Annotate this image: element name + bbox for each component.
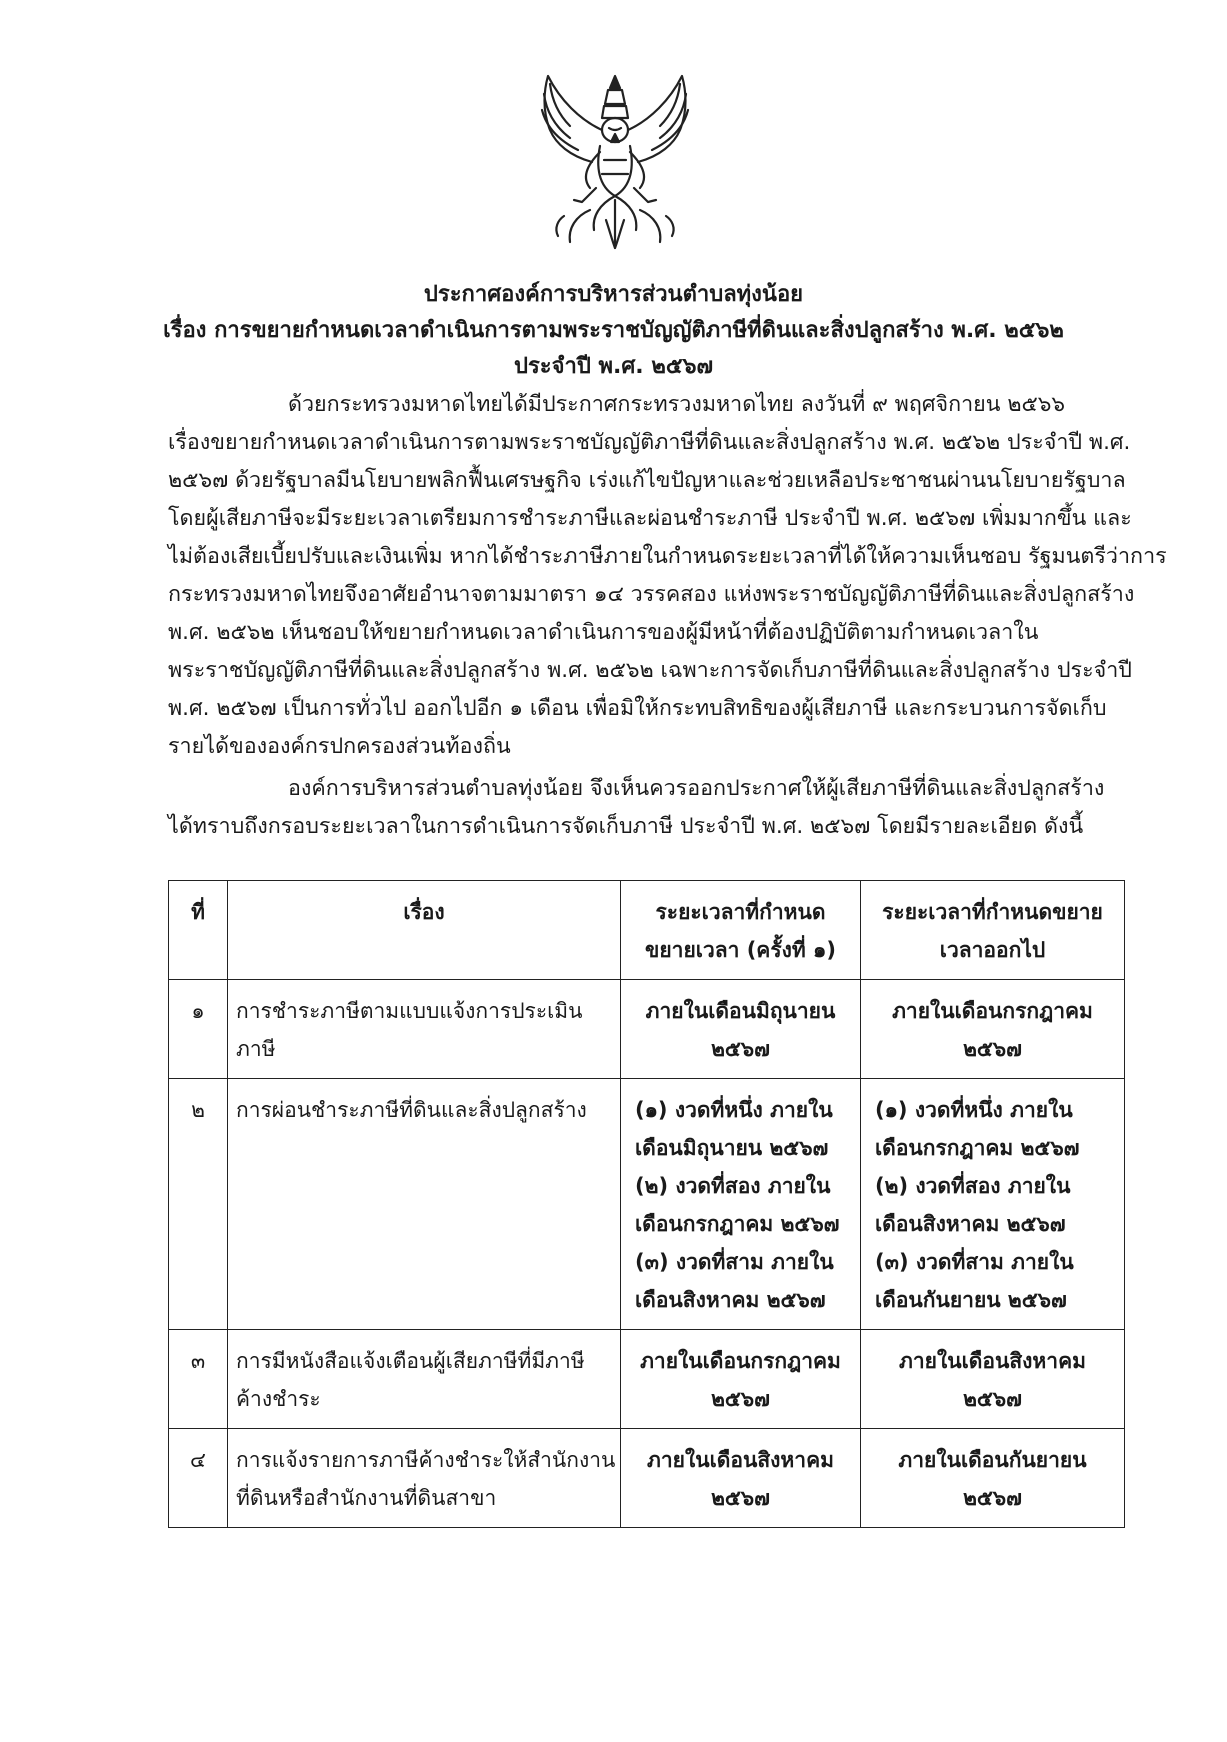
header-ext1 [621, 881, 861, 980]
row-ext2-line: (๓) งวดที่สาม ภายใน [875, 1250, 1074, 1274]
paragraph-line: ได้ทราบถึงกรอบระยะเวลาในการดำเนินการจัดเก็บภาษี ประจำปี พ.ศ. ๒๕๖๗ โดยมีรายละเอียด ดังนี้ [168, 814, 1084, 839]
row-ext2 [861, 980, 1125, 1079]
row-ext2-line: ภายในเดือนกันยายน [898, 1448, 1087, 1472]
table-row [169, 980, 1125, 1079]
row-topic [228, 1079, 621, 1330]
paragraph-line: ด้วยกระทรวงมหาดไทยได้มีประกาศกระทรวงมหาดไทย ลงวันที่ ๙ พฤศจิกายน ๒๕๖๖ [288, 392, 1066, 417]
paragraph-line: กระทรวงมหาดไทยจึงอาศัยอำนาจตามมาตรา ๑๔ วรรคสอง แห่งพระราชบัญญัติภาษีที่ดินและสิ่งปลูกสร้าง [168, 582, 1135, 607]
paragraph-line: องค์การบริหารส่วนตำบลทุ่งน้อย จึงเห็นควรออกประกาศให้ผู้เสียภาษีที่ดินและสิ่งปลูกสร้าง [288, 776, 1105, 801]
paragraph-line: ๒๕๖๗ ด้วยรัฐบาลมีนโยบายพลิกฟื้นเศรษฐกิจ เร่งแก้ไขปัญหาและช่วยเหลือประชาชนผ่านนโยบายรัฐบาล [168, 468, 1126, 493]
row-ext1 [621, 1330, 861, 1429]
paragraph-line: พระราชบัญญัติภาษีที่ดินและสิ่งปลูกสร้าง พ.ศ. ๒๕๖๒ เฉพาะการจัดเก็บภาษีที่ดินและสิ่งปลูกสร้าง ประจำปี [168, 658, 1132, 683]
row-ext2-line: ๒๕๖๗ [963, 1387, 1022, 1411]
garuda-emblem [530, 70, 700, 255]
row-topic-line: การผ่อนชำระภาษีที่ดินและสิ่งปลูกสร้าง [236, 1098, 587, 1122]
header-ext2-line: ระยะเวลาที่กำหนดขยาย [882, 900, 1103, 924]
header-no: ที่ [169, 881, 228, 980]
row-ext2-line: เดือนกันยายน ๒๕๖๗ [875, 1288, 1067, 1312]
row-topic-line: ที่ดินหรือสำนักงานที่ดินสาขา [236, 1486, 497, 1510]
row-ext1 [621, 980, 861, 1079]
announcement-year: ประจำปี พ.ศ. ๒๕๖๗ [514, 354, 713, 379]
row-ext1-line: ภายในเดือนมิถุนายน [645, 999, 836, 1023]
paragraph-line: ไม่ต้องเสียเบี้ยปรับและเงินเพิ่ม หากได้ชำระภาษีภายในกำหนดระยะเวลาที่ได้ให้ความเห็นชอบ รัฐมนตรีว่าการ [168, 544, 1167, 569]
table-header-row [169, 881, 1125, 980]
row-ext2-line: เดือนกรกฎาคม ๒๕๖๗ [875, 1136, 1080, 1160]
row-topic-line: การชำระภาษีตามแบบแจ้งการประเมิน [236, 999, 583, 1023]
table-row [169, 1429, 1125, 1528]
row-topic-line: การมีหนังสือแจ้งเตือนผู้เสียภาษีที่มีภาษี [236, 1349, 585, 1373]
header-ext1-line: ขยายเวลา (ครั้งที่ ๑) [645, 938, 836, 962]
row-ext1-line: เดือนกรกฎาคม ๒๕๖๗ [635, 1212, 840, 1236]
row-ext1-line: ๒๕๖๗ [711, 1387, 770, 1411]
row-ext1-line: ภายในเดือนสิงหาคม [647, 1448, 834, 1472]
row-ext2-line: (๒) งวดที่สอง ภายใน [875, 1174, 1071, 1198]
header-ext2 [861, 881, 1125, 980]
table-row [169, 1330, 1125, 1429]
row-ext1-line: ๒๕๖๗ [711, 1037, 770, 1061]
row-ext2-line: ภายในเดือนสิงหาคม [899, 1349, 1086, 1373]
paragraph-line: รายได้ขององค์กรปกครองส่วนท้องถิ่น [168, 734, 511, 759]
table-row [169, 1079, 1125, 1330]
header-topic: เรื่อง [228, 881, 621, 980]
row-ext2-line: เดือนสิงหาคม ๒๕๖๗ [875, 1212, 1066, 1236]
row-ext2-line: (๑) งวดที่หนึ่ง ภายใน [875, 1098, 1073, 1122]
row-ext1-line: เดือนสิงหาคม ๒๕๖๗ [635, 1288, 826, 1312]
row-ext2-line: ๒๕๖๗ [963, 1037, 1022, 1061]
row-ext2 [861, 1330, 1125, 1429]
row-no: ๔ [169, 1429, 228, 1528]
header-ext2-line: เวลาออกไป [939, 938, 1046, 962]
paragraph-line: เรื่องขยายกำหนดเวลาดำเนินการตามพระราชบัญญัติภาษีที่ดินและสิ่งปลูกสร้าง พ.ศ. ๒๕๖๒ ประจำปี พ.ศ. [168, 430, 1131, 455]
row-ext1-line: (๑) งวดที่หนึ่ง ภายใน [635, 1098, 833, 1122]
schedule-table [168, 880, 1125, 1528]
row-ext1-line: เดือนมิถุนายน ๒๕๖๗ [635, 1136, 829, 1160]
row-ext2 [861, 1429, 1125, 1528]
row-ext1-line: (๓) งวดที่สาม ภายใน [635, 1250, 834, 1274]
header-ext1-line: ระยะเวลาที่กำหนด [655, 900, 826, 924]
paragraph-line: โดยผู้เสียภาษีจะมีระยะเวลาเตรียมการชำระภาษีและผ่อนชำระภาษี ประจำปี พ.ศ. ๒๕๖๗ เพิ่มมากขึ้น และ [168, 506, 1132, 531]
row-ext1-line: (๒) งวดที่สอง ภายใน [635, 1174, 831, 1198]
row-topic [228, 1330, 621, 1429]
row-ext2-line: ภายในเดือนกรกฎาคม [892, 999, 1093, 1023]
announcement-subject: เรื่อง การขยายกำหนดเวลาดำเนินการตามพระราชบัญญัติภาษีที่ดินและสิ่งปลูกสร้าง พ.ศ. ๒๕๖๒ [163, 318, 1064, 343]
row-topic-line: ค้างชำระ [236, 1387, 321, 1411]
row-no: ๑ [169, 980, 228, 1079]
paragraph-line: พ.ศ. ๒๕๖๗ เป็นการทั่วไป ออกไปอีก ๑ เดือน เพื่อมิให้กระทบสิทธิของผู้เสียภาษี และกระบวนการจัดเก็บ [168, 696, 1107, 721]
paragraph-line: พ.ศ. ๒๕๖๒ เห็นชอบให้ขยายกำหนดเวลาดำเนินการของผู้มีหน้าที่ต้องปฏิบัติตามกำหนดเวลาใน [168, 620, 1039, 645]
row-ext1 [621, 1079, 861, 1330]
row-ext1-line: ๒๕๖๗ [711, 1486, 770, 1510]
row-ext1 [621, 1429, 861, 1528]
row-ext1-line: ภายในเดือนกรกฎาคม [640, 1349, 841, 1373]
row-topic-line: ภาษี [236, 1037, 276, 1061]
row-topic-line: การแจ้งรายการภาษีค้างชำระให้สำนักงาน [236, 1448, 616, 1472]
announcement-title: ประกาศองค์การบริหารส่วนตำบลทุ่งน้อย [423, 282, 804, 307]
row-no: ๒ [169, 1079, 228, 1330]
row-topic [228, 980, 621, 1079]
row-no: ๓ [169, 1330, 228, 1429]
row-topic [228, 1429, 621, 1528]
row-ext2-line: ๒๕๖๗ [963, 1486, 1022, 1510]
row-ext2 [861, 1079, 1125, 1330]
